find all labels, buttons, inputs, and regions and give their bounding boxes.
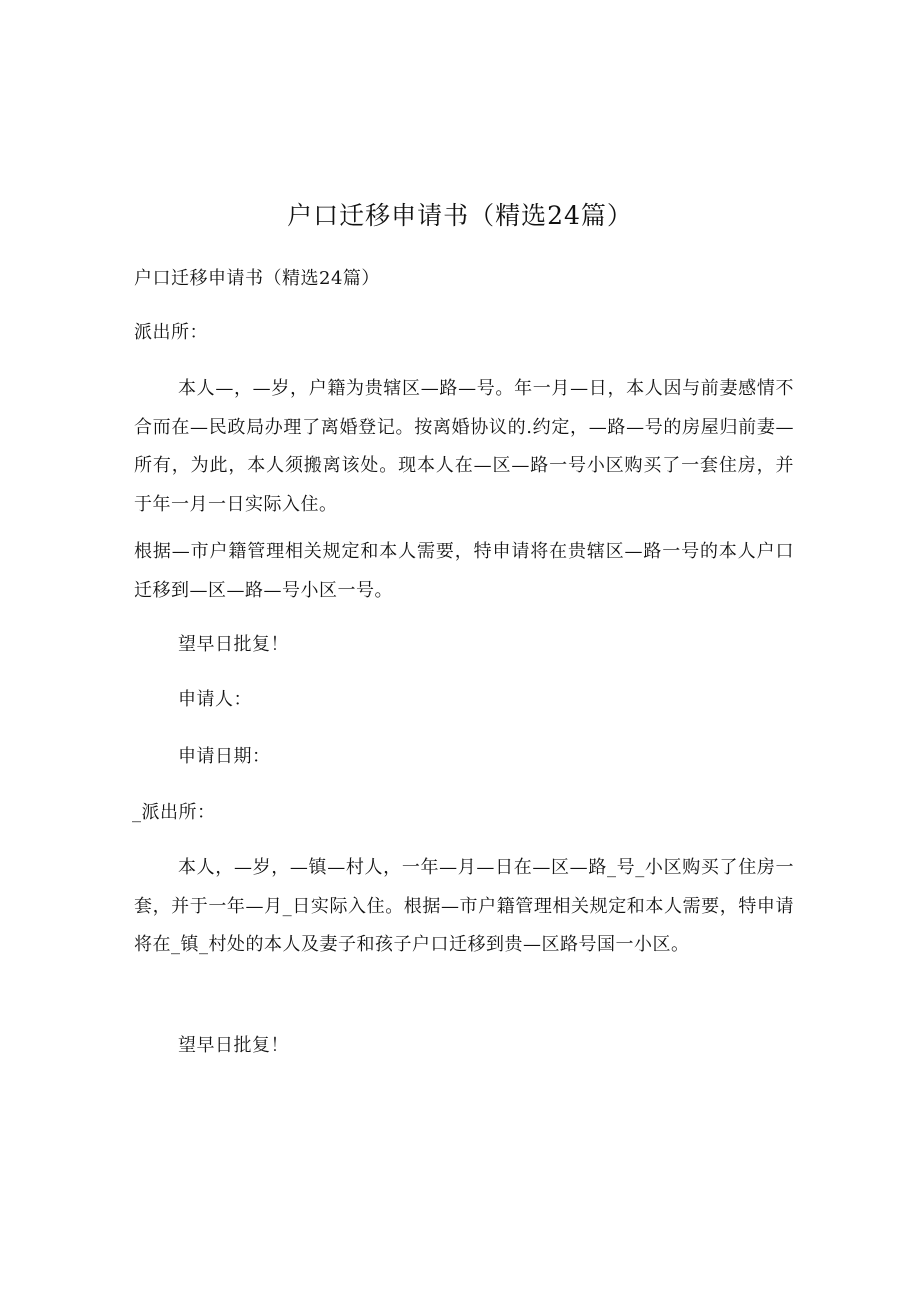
letter1-closing: 望早日批复！ [178,634,289,655]
letter2-salutation: _派出所： [132,802,216,823]
letter2-closing: 望早日批复！ [178,1035,289,1056]
document-subtitle: 户口迁移申请书（精选24篇） [134,268,380,289]
letter2-paragraph1: 本人，—岁，—镇—村人，一年—月—日在—区—路_号_小区购买了住房一套，并于一年—月_日实际入住。根据—市户籍管理相关规定和本人需要，特申请将在_镇_村处的本人及妻子和孩子户口迁移到贵—区路号国一小区。 [134,857,794,955]
letter1-paragraph1: 本人—，—岁，户籍为贵辖区—路—号。年一月—日，本人因与前妻感情不合而在—民政局办理了离婚登记。按离婚协议的.约定，—路—号的房屋归前妻—所有，为此，本人须搬离该处。现本人在—区—路一号小区购买了一套住房，并于年一月一日实际入住。 [134,378,794,515]
letter1-paragraph2: 根据—市户籍管理相关规定和本人需要，特申请将在贵辖区—路一号的本人户口迁移到—区—路—号小区一号。 [134,541,794,601]
letter1-date-label: 申请日期： [178,746,271,767]
letter1-salutation: 派出所： [134,322,208,343]
letter1-applicant-label: 申请人： [178,689,252,710]
document-title: 户口迁移申请书（精选24篇） [287,201,633,230]
